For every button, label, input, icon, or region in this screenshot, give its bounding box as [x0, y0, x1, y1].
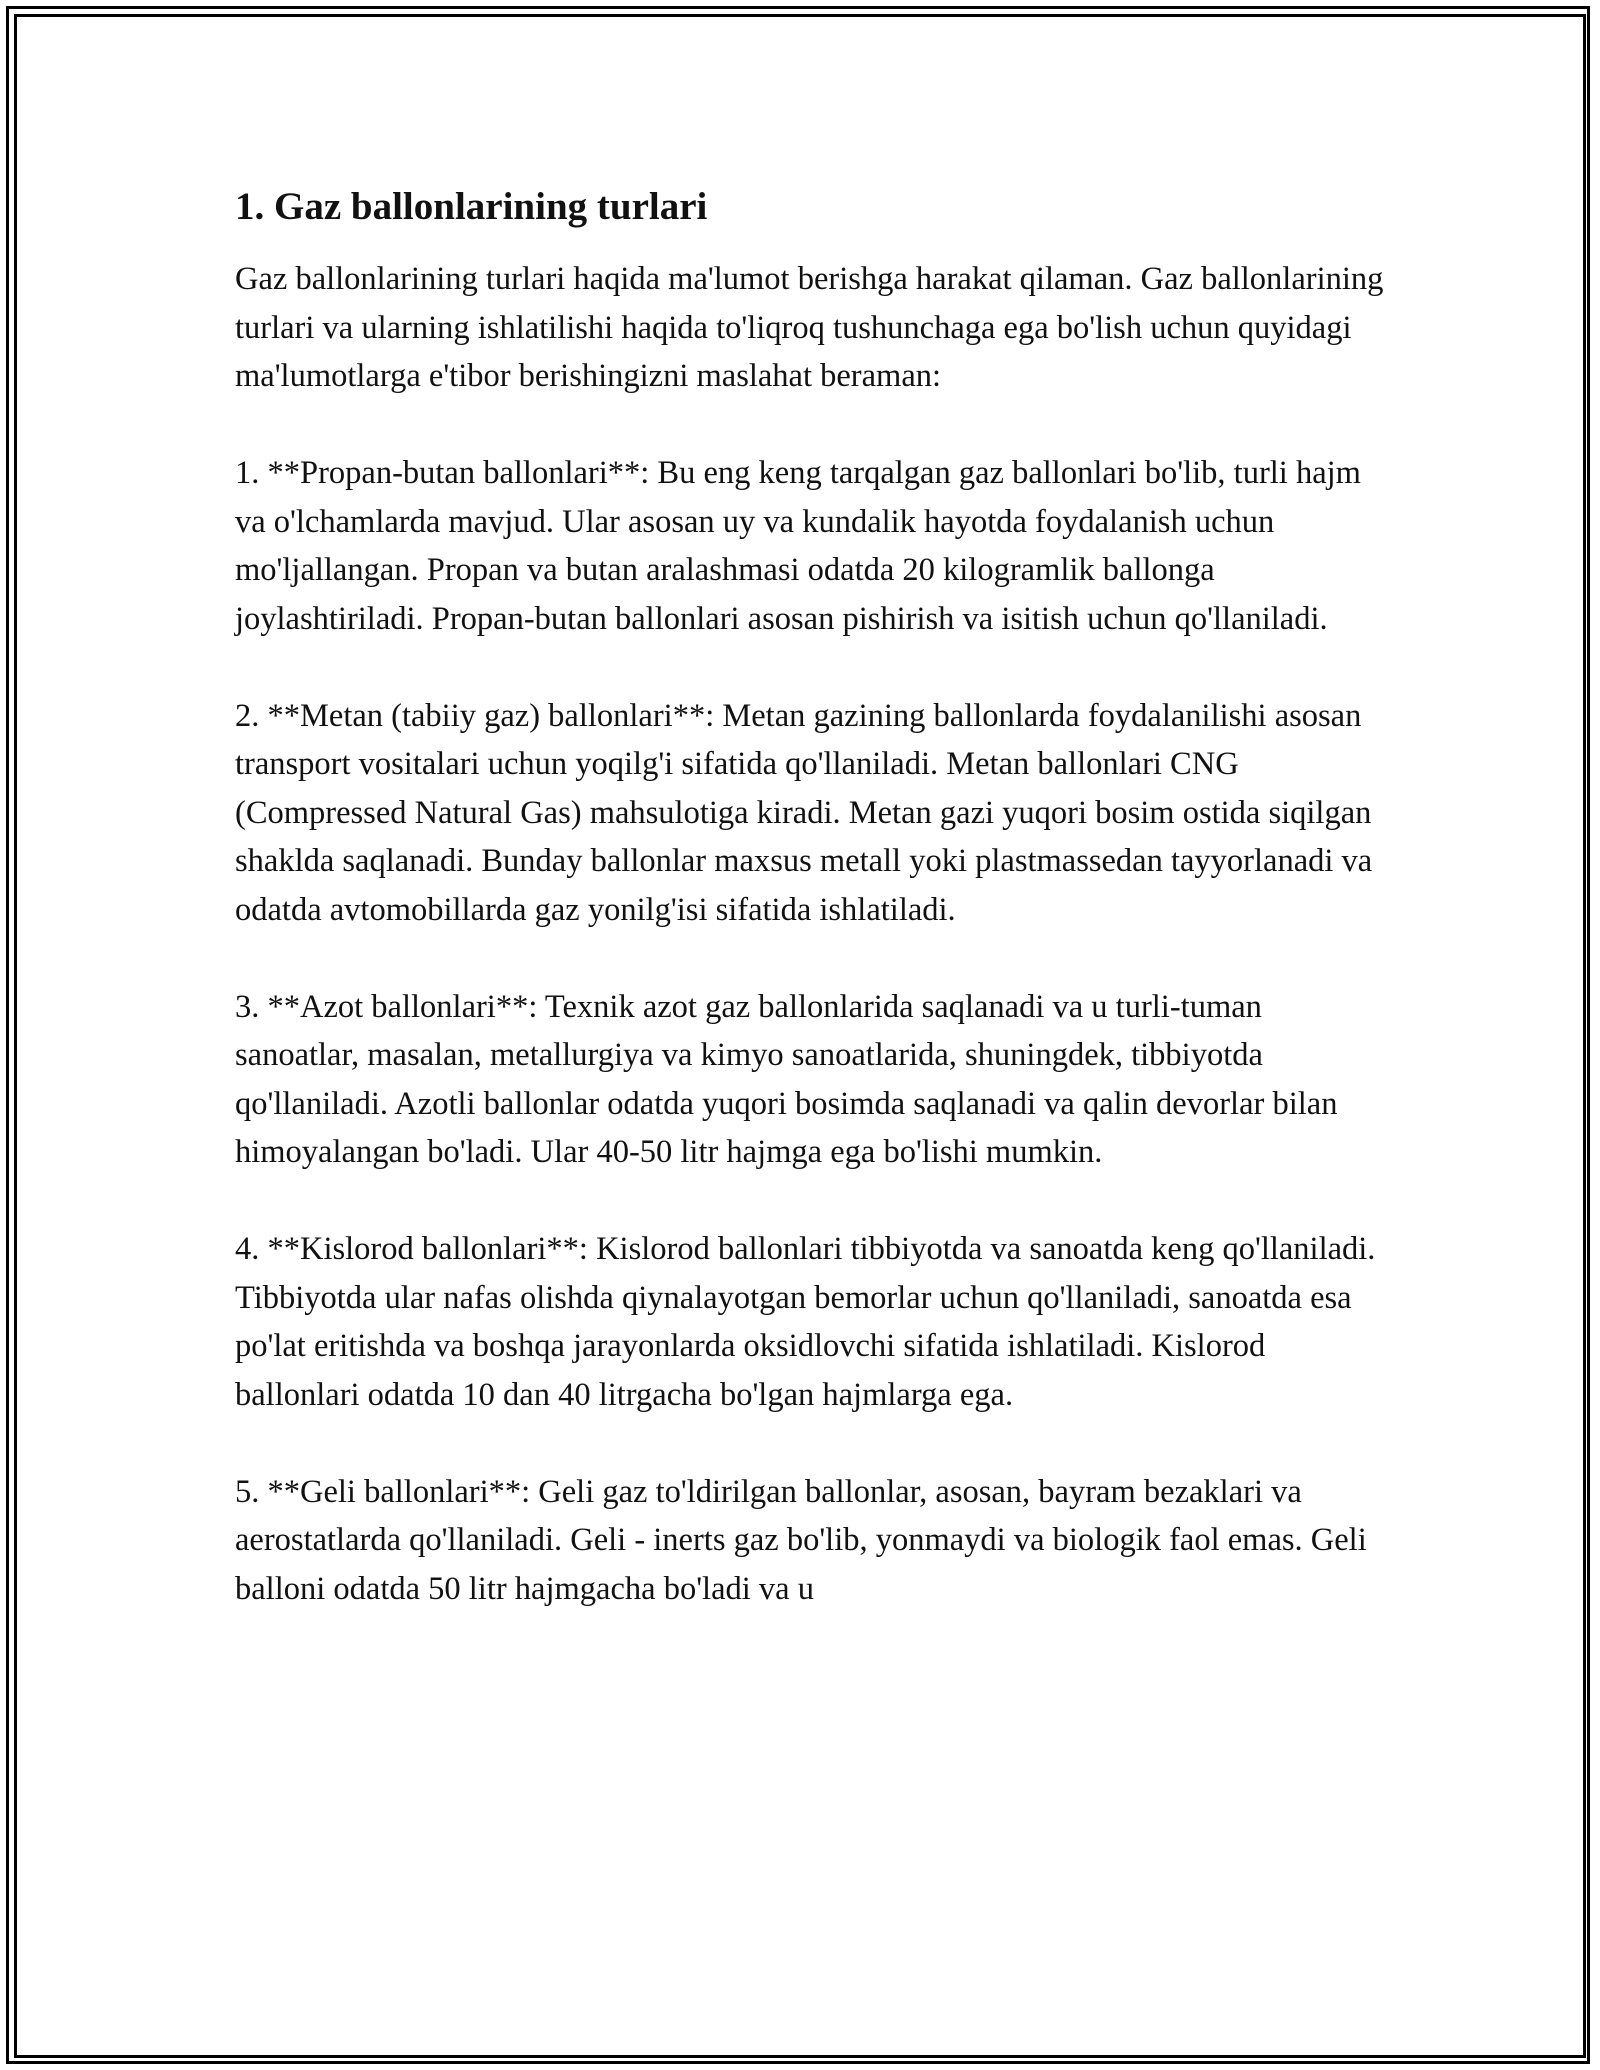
document-body [235, 183, 1385, 1662]
intro-paragraph: Gaz ballonlarining turlari haqida ma'lumot berishga harakat qilaman. Gaz ballonlarining turlari va ularning ishlatilishi haqida to'liqroq tushunchaga ega bo'lish uchun quyidagi ma'lumotlarga e'tibor berishingizni maslahat beraman: [235, 261, 1384, 394]
list-item-propan-butan: 1. **Propan-butan ballonlari**: Bu eng keng tarqalgan gaz ballonlari bo'lib, turli hajm va o'lchamlarda mavjud. Ular asosan uy va kundalik hayotda foydalanish uchun mo'ljallangan. Propan va butan aralashmasi odatda 20 kilogramlik ballonga joylashtiriladi. Propan-butan ballonlari asosan pishirish va isitish uchun qo'llaniladi. [235, 455, 1361, 637]
list-item-kislorod: 4. **Kislorod ballonlari**: Kislorod ballonlari tibbiyotda va sanoatda keng qo'llaniladi. Tibbiyotda ular nafas olishda qiynalayotgan bemorlar uchun qo'llaniladi, sanoatda esa po'lat eritishda va boshqa jarayonlarda oksidlovchi sifatida ishlatiladi. Kislorod ballonlari odatda 10 dan 40 litrgacha bo'lgan hajmlarga ega. [235, 1231, 1376, 1413]
list-item-metan: 2. **Metan (tabiiy gaz) ballonlari**: Metan gazining ballonlarda foydalanilishi asosan transport vositalari uchun yoqilg'i sifatida qo'llaniladi. Metan ballonlari CNG (Compressed Natural Gas) mahsulotiga kiradi. Metan gazi yuqori bosim ostida siqilgan shaklda saqlanadi. Bunday ballonlar maxsus metall yoki plastmassedan tayyorlanadi va odatda avtomobillarda gaz yonilg'isi sifatida ishlatiladi. [235, 697, 1373, 928]
list-item-azot: 3. **Azot ballonlari**: Texnik azot gaz ballonlarida saqlanadi va u turli-tuman sanoatlar, masalan, metallurgiya va kimyo sanoatlarida, shuningdek, tibbiyotda qo'llaniladi. Azotli ballonlar odatda yuqori bosimda saqlanadi va qalin devorlar bilan himoyalangan bo'ladi. Ular 40-50 litr hajmga ega bo'lishi mumkin. [235, 988, 1338, 1170]
section-heading: 1. Gaz ballonlarining turlari [235, 185, 708, 228]
list-item-geli: 5. **Geli ballonlari**: Geli gaz to'ldirilgan ballonlar, asosan, bayram bezaklari va aerostatlarda qo'llaniladi. Geli - inerts gaz bo'lib, yonmaydi va biologik faol emas. Geli balloni odatda 50 litr hajmgacha bo'ladi va u [235, 1473, 1367, 1607]
